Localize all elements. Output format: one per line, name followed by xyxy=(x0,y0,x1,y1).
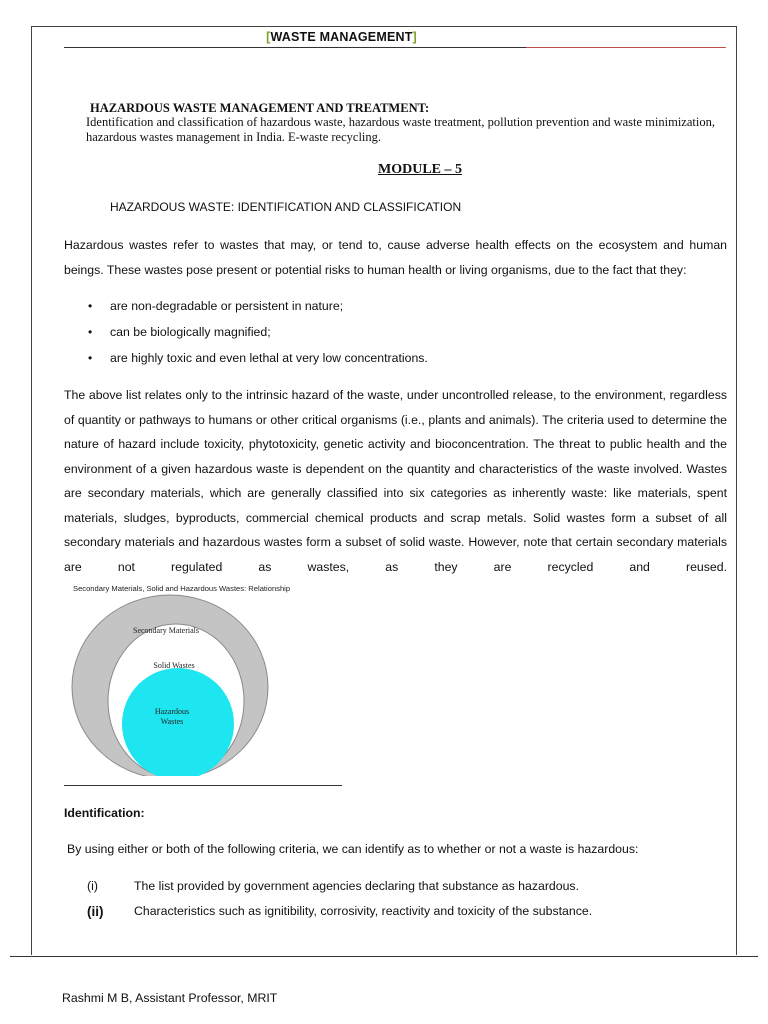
solid-wastes-label: Solid Wastes xyxy=(153,661,195,670)
hazardous-wastes-label-line2: Wastes xyxy=(160,717,184,726)
criteria-number: (ii) xyxy=(87,904,104,919)
bullet-text: are non-degradable or persistent in nature; xyxy=(110,299,344,313)
bullet-icon: • xyxy=(88,299,93,313)
identification-heading: Identification: xyxy=(64,806,145,820)
syllabus-heading: HAZARDOUS WASTE MANAGEMENT AND TREATMENT: xyxy=(90,101,430,115)
bullet-icon: • xyxy=(88,325,93,339)
bullet-text: are highly toxic and even lethal at very low concentrations. xyxy=(110,351,428,365)
header-title: WASTE MANAGEMENT xyxy=(270,30,413,44)
bullet-icon: • xyxy=(88,351,93,365)
criteria-paragraph: The above list relates only to the intrinsic hazard of the waste, under uncontrolled release, to the environment, regardless of quantity or pathways to humans or other critical organisms (i.e., plants and animals). The criteria used to determine the nature of hazard include toxicity, phytotoxicity, genetic activity and bioconcentration. The threat to public health and the environment of a given hazardous waste is dependent on the quantity and characteristics of the waste involved. Wastes are secondary materials, which are generally classified into six categories as inherently waste: like materials, spent materials, sludges, byproducts, commercial chemical products and scrap metals. Solid wastes form a subset of all secondary materials and hazardous wastes form a subset of solid waste. However, note that certain secondary materials are not regulated as wastes, as they are recycled and reused. xyxy=(64,388,727,574)
bullet-text: can be biologically magnified; xyxy=(110,325,271,339)
secondary-materials-label: Secondary Materials xyxy=(133,626,199,635)
section-subheading: HAZARDOUS WASTE: IDENTIFICATION AND CLASSIFICATION xyxy=(110,200,462,214)
list-item xyxy=(64,322,727,348)
identification-intro: By using either or both of the following criteria, we can identify as to whether or not a waste is hazardous: xyxy=(67,842,639,856)
running-header xyxy=(0,30,683,44)
syllabus-description: Identification and classification of hazardous waste, hazardous waste treatment, pollution prevention and waste minimization, hazardous wastes management in India. E-waste recycling. xyxy=(86,115,715,144)
waste-relationship-diagram xyxy=(64,578,344,786)
hazardous-wastes-label-line1: Hazardous xyxy=(154,707,190,716)
figure-baseline xyxy=(64,785,342,786)
header-bracket-close: ] xyxy=(412,30,417,44)
header-rule xyxy=(64,47,526,48)
criteria-number: (i) xyxy=(87,879,98,893)
footer-rule xyxy=(10,956,758,957)
list-item xyxy=(64,296,727,322)
module-title: MODULE – 5 xyxy=(378,162,462,177)
criteria-item xyxy=(0,879,760,899)
criteria-text: Characteristics such as ignitibility, corrosivity, reactivity and toxicity of the substance. xyxy=(134,904,593,918)
footer-author: Rashmi M B, Assistant Professor, MRIT xyxy=(62,991,278,1005)
header-bracket-open: [ xyxy=(266,30,271,44)
list-item xyxy=(64,348,727,374)
intro-paragraph: Hazardous wastes refer to wastes that may, or tend to, cause adverse health effects on the ecosystem and human beings. These wastes pose present or potential risks to human health or living organisms, due to the fact that they: xyxy=(64,238,727,277)
diagram-title: Secondary Materials, Solid and Hazardous Wastes: Relationship xyxy=(73,584,291,593)
header-rule-accent xyxy=(526,47,726,48)
hazard-bullet-list xyxy=(64,296,727,374)
criteria-text: The list provided by government agencies declaring that substance as hazardous. xyxy=(134,879,579,893)
criteria-item xyxy=(0,904,760,924)
